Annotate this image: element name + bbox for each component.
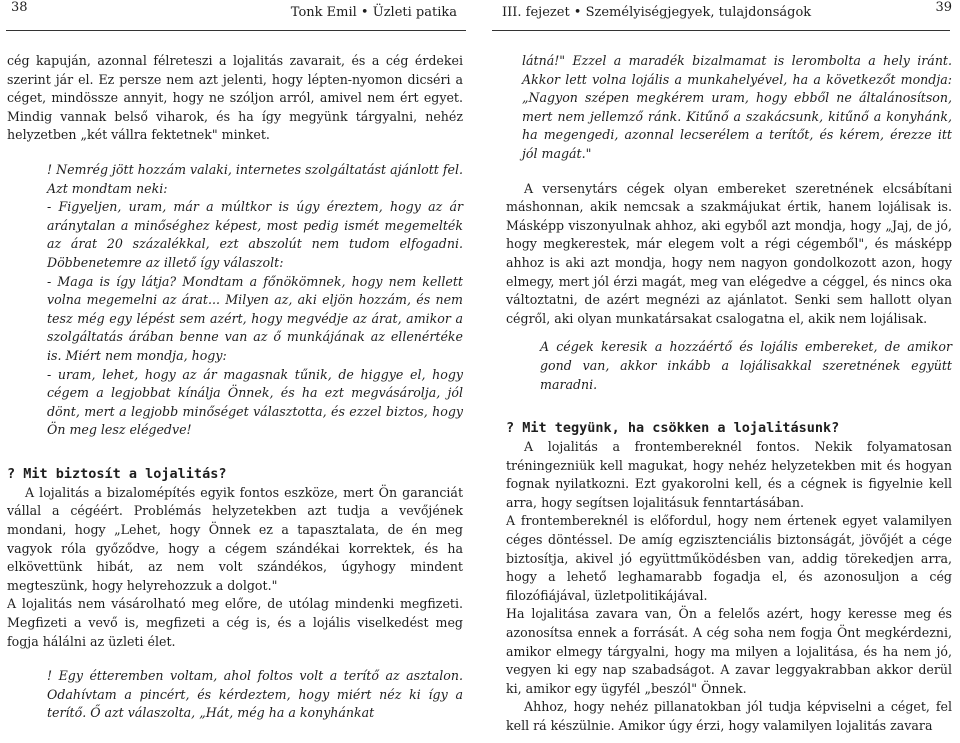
right-header-rule: [492, 30, 950, 31]
anecdote-continuation: [506, 52, 952, 164]
highlight-quote: [506, 338, 952, 394]
dialogue-paragraph: - uram, lehet, hogy az ár magasnak tűnik, de higgye el, hogy cégem a legjobbat kínálja Önnek, és ha ezt megvásárolja, jól dönt, mert a legjobb minőséget választotta, és ezzel biztos, hogy Ön meg lesz elégedve!: [47, 366, 463, 438]
left-page: [0, 0, 478, 743]
right-header-title: III. fejezet • Személyiségjegyek, tulajdonságok: [502, 5, 812, 20]
right-page-number: 39: [935, 0, 952, 15]
body-paragraph: cég kapuján, azonnal félreteszi a lojalitás zavarait, és a cég érdekei szerint jár el. Ez persze nem azt jelenti, hogy lépten-nyomon dicséri a céget, mindössze annyit, hogy ne szóljon arról, amivel nem ért egyet. Mindig vannak belső viharok, és ha így megyünk tárgyalni, nehéz helyzetben „két vállra fektetnek" minket.: [7, 53, 463, 143]
dialogue-paragraph: - Figyeljen, uram, már a múltkor is úgy éreztem, hogy az ár aránytalan a minőséghez képest, most pedig ismét megemelték az árat 20 százalékkal, ezt abszolút nem tudom elfogadni. Döbbenetemre az illető így válaszolt:: [47, 199, 463, 270]
dialogue-paragraph: ! Nemrég jött hozzám valaki, internetes szolgáltatást ajánlott fel. Azt mondtam neki:: [47, 161, 463, 196]
section-heading: ? Mit biztosít a lojalitás?: [7, 465, 227, 482]
body-paragraph: A lojalitás a frontembereknél fontos. Nekik folyamatosan tréningezniük kell magukat, hogy nehéz helyzetekben mit és hogyan fognak nyilatkozni. Ezt gyakorolni kell, és a cégnek is figyelnie kell arra, hogy segítsen lojalitásuk fenntartásában.: [506, 439, 952, 510]
body-paragraph: A lojalitás a bizalomépítés egyik fontos eszköze, mert Ön garanciát vállal a cégéért. Problémás helyzetekben azt tudja a vevőjének mondani, hogy „Lehet, hogy Önnek ez a tapasztalata, de én meg vagyok róla győződve, hogy a cégem szándékai korrektek, és ha elkövettünk hibát, az nem volt szándékos, úgyhogy mindent megteszünk, hogy helyrehozzuk a dolgot.": [7, 484, 463, 593]
left-header-rule: [6, 30, 466, 31]
anecdote-quote: [7, 667, 463, 723]
body-paragraph: Ha lojalitása zavara van, Ön a felelős azért, hogy keresse meg és azonosítsa ennek a forrását. A cég soha nem fogja Önt megkérdezni, amikor elmegy tárgyalni, hogy ma milyen a lojalitása, és ha nem jó, vegyen ki egy nap szabadságot. A zavar leggyakrabban akkor derül ki, amikor egy ügyfél „beszól" Önnek.: [506, 606, 952, 696]
right-page-body: [506, 52, 952, 736]
anecdote-paragraph: látná!" Ezzel a maradék bizalmamat is lerombolta a hely iránt. Akkor lett volna lojális a munkahelyével, ha a következőt mondja: „Nagyon szépen megkérem uram, hogy ebből ne általánosítson, mert nem jellemző ránk. Kitűnő a szakácsunk, kitűnő a konyhánk, ha megengedi, azonnal lecserélem a terítőt, és kérem, érezze itt jól magát.": [522, 53, 952, 161]
anecdote-paragraph: ! Egy étteremben voltam, ahol foltos volt a terítő az asztalon. Odahívtam a pincért, és kérdeztem, hogy miért néz ki így a terítő. Ő azt válaszolta, „Hát, még ha a konyhánkat: [47, 668, 463, 721]
body-paragraph: A versenytárs cégek olyan embereket szeretnének elcsábítani máshonnan, akik nemcsak a szakmájukat értik, hanem lojálisak is. Másképp viszonyulnak ahhoz, aki egyből azt mondja, hogy „Jaj, de jó, hogy megkerestek, már elegem volt a régi cégemből", és másképp ahhoz is aki azt mondja, hogy nem nagyon gondolkozott azon, hogy elmegy, mert jól érzi magát, meg van elégedve a céggel, és nincs oka változtatni, de azért megnézi az ajánlatot. Senki sem hallott olyan cégről, aki olyan munkatársakat csalogatna el, akik nem lojálisak.: [506, 180, 952, 326]
dialogue-quote: [7, 161, 463, 440]
body-paragraph: Ahhoz, hogy nehéz pillanatokban jól tudja képviselni a céget, fel kell rá készülnie. Amikor úgy érzi, hogy valamilyen lojalitás zavara: [506, 699, 952, 733]
dialogue-paragraph: - Maga is így látja? Mondtam a főnökömnek, hogy nem kellett volna megemelni az árat... Milyen az, aki eljön hozzám, és nem tesz még egy lépést sem azért, hogy megvédje az árat, amikor a szolgáltatás árában benne van az ő munkájának az ellenértéke is. Miért nem mondja, hogy:: [47, 273, 463, 363]
right-page: [482, 0, 960, 743]
body-paragraph: A lojalitás nem vásárolható meg előre, de utólag mindenki megfizeti. Megfizeti a vevő is, megfizeti a cég is, és a lojális viselkedést meg fogja hálálni az üzleti élet.: [7, 596, 463, 649]
left-page-body: [7, 52, 463, 723]
left-page-number: 38: [11, 0, 28, 15]
right-page-header: [482, 0, 960, 24]
left-page-header: [0, 0, 478, 24]
section-heading: ? Mit tegyünk, ha csökken a lojalitásunk?: [506, 420, 840, 437]
highlight-paragraph: A cégek keresik a hozzáértő és lojális embereket, de amikor gond van, akkor inkább a lojálisakkal szeretnének együtt maradni.: [540, 339, 952, 392]
body-paragraph: A frontembereknél is előfordul, hogy nem értenek egyet valamilyen céges döntéssel. De amíg egzisztenciális biztonságát, jövőjét a cége biztosítja, akivel jó együttműködésben van, addig törekedjen arra, hogy a lehető leghamarabb fogadja el, és azonosuljon a cég filozófiájával, üzletpolitikájával.: [506, 513, 952, 603]
left-header-title: Tonk Emil • Üzleti patika: [290, 5, 457, 20]
